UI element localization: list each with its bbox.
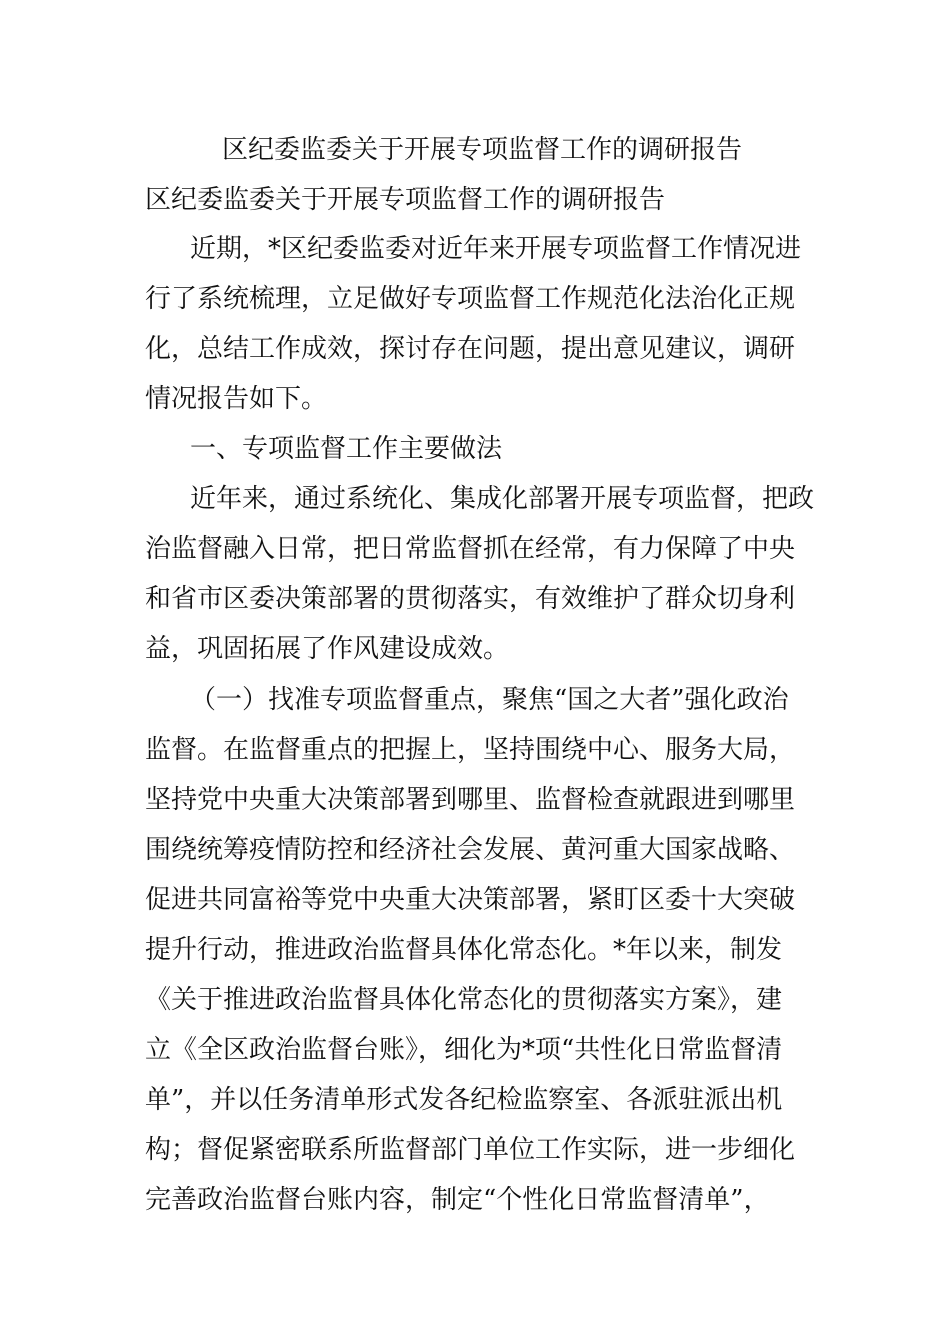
paragraph-line: 围绕统筹疫情防控和经济社会发展、黄河重大国家战略、: [145, 835, 796, 865]
paragraph-line: （一）找准专项监督重点，聚焦“国之大者”强化政治: [190, 685, 789, 715]
paragraph-line: 提升行动，推进政治监督具体化常态化。*年以来，制发: [145, 935, 783, 965]
paragraph-line: 近年来，通过系统化、集成化部署开展专项监督，把政: [190, 484, 815, 514]
paragraph-line: 益，巩固拓展了作风建设成效。: [145, 634, 510, 664]
paragraph-line: 监督。在监督重点的把握上，坚持围绕中心、服务大局，: [145, 735, 796, 765]
paragraph-line: 近期，*区纪委监委对近年来开展专项监督工作情况进: [190, 234, 802, 264]
paragraph-line: 立《全区政治监督台账》，细化为*项“共性化日常监督清: [145, 1035, 783, 1065]
paragraph-line: 完善政治监督台账内容，制定“个性化日常监督清单”，: [145, 1185, 770, 1215]
paragraph-line: 和省市区委决策部署的贯彻落实，有效维护了群众切身利: [145, 584, 796, 614]
paragraph-line: 《关于推进政治监督具体化常态化的贯彻落实方案》，建: [145, 985, 783, 1015]
paragraph-line: 行了系统梳理，立足做好专项监督工作规范化法治化正规: [145, 284, 796, 314]
document-title: 区纪委监委关于开展专项监督工作的调研报告: [222, 135, 743, 165]
paragraph-line: 治监督融入日常，把日常监督抓在经常，有力保障了中央: [145, 534, 796, 564]
document-subtitle: 区纪委监委关于开展专项监督工作的调研报告: [145, 185, 666, 215]
paragraph-line: 单”，并以任务清单形式发各纪检监察室、各派驻派出机: [145, 1085, 783, 1115]
paragraph-line: 情况报告如下。: [145, 384, 328, 414]
paragraph-line: 坚持党中央重大决策部署到哪里、监督检查就跟进到哪里: [145, 785, 796, 815]
paragraph-line: 构；督促紧密联系所监督部门单位工作实际，进一步细化: [145, 1135, 796, 1165]
paragraph-line: 促进共同富裕等党中央重大决策部署，紧盯区委十大突破: [145, 885, 796, 915]
paragraph-line: 化，总结工作成效，探讨存在问题，提出意见建议，调研: [145, 334, 796, 364]
section-heading: 一、专项监督工作主要做法: [190, 434, 503, 464]
